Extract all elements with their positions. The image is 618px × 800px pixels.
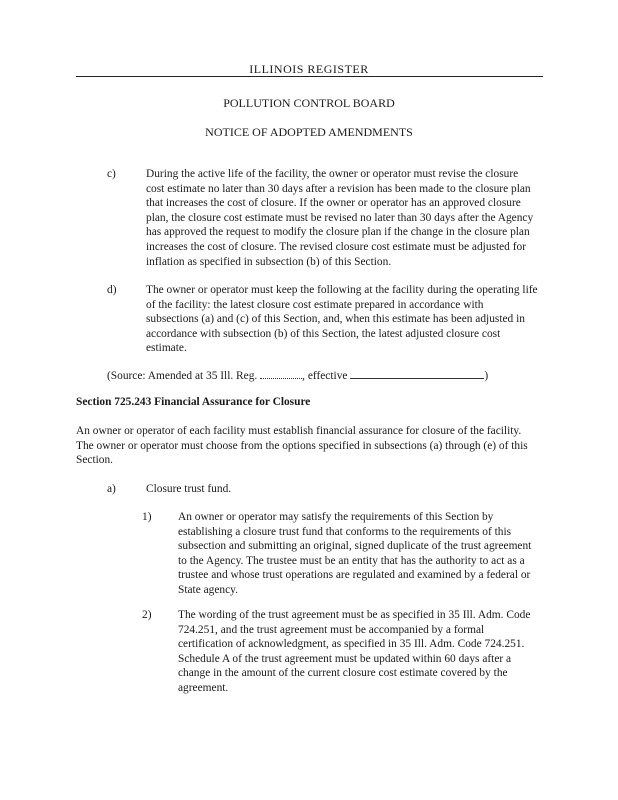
section-intro: An owner or operator of each facility must establish financial assurance for closure of the facility. The owner or operator must choose from the options specified in subsections (a) through (e) of this Section. xyxy=(76,425,528,467)
subsection-a-title: Closure trust fund. xyxy=(146,483,232,495)
item-1-label: 1) xyxy=(142,511,152,523)
subsection-a-label: a) xyxy=(107,483,116,495)
subsection-c-text: During the active life of the facility, the owner or operator must revise the closure cost estimate no later than 30 days after a revision has been made to the closure plan that increases the cost of closure. If the owner or operator has an approved closure plan, the closure cost estimate must be revised no later than 30 days after the Agency has approved the request to modify the closure plan if the change in the closure plan increases the cost of closure. The revised closure cost estimate must be adjusted for inflation as specified in subsection (b) of this Section. xyxy=(146,168,534,268)
item-1-text: An owner or operator may satisfy the requirements of this Section by establishing a closure trust fund that conforms to the requirements of this subsection and submitting an original, signed duplicate of the trust agreement to the Agency. The trustee must be an entity that has the authority to act as a trustee and whose trust operations are regulated and examined by a federal or State agency. xyxy=(178,511,532,596)
source-note xyxy=(107,368,527,384)
source-middle: , effective xyxy=(302,370,348,382)
effective-date-blank xyxy=(350,368,484,379)
item-2-label: 2) xyxy=(142,609,152,621)
notice-title: NOTICE OF ADOPTED AMENDMENTS xyxy=(205,125,413,139)
section-heading: Section 725.243 Financial Assurance for Closure xyxy=(76,396,311,408)
item-2-text: The wording of the trust agreement must be as specified in 35 Ill. Adm. Code 724.251, and the trust agreement must be accompanied by a formal certification of acknowledgment, as specified in 35 Ill. Adm. Code 724.251. Schedule A of the trust agreement must be updated within 60 days after a change in the amount of the current closure cost estimate covered by the agreement. xyxy=(178,609,531,694)
register-title xyxy=(0,62,618,77)
register-title-text: ILLINOIS REGISTER xyxy=(243,62,375,76)
subsection-d-label: d) xyxy=(107,284,117,296)
board-title: POLLUTION CONTROL BOARD xyxy=(223,96,395,110)
subsection-c-label: c) xyxy=(107,168,116,180)
register-blank xyxy=(260,368,302,379)
source-suffix: ) xyxy=(484,370,489,382)
subsection-d-text: The owner or operator must keep the following at the facility during the operating life of the facility: the latest closure cost estimate prepared in accordance with subsections (a) and (c) of this Section, and, when this estimate has been adjusted in accordance with subsection (b) of this Section, the latest adjusted closure cost estimate. xyxy=(146,284,538,355)
source-prefix: (Source: Amended at 35 Ill. Reg. xyxy=(107,370,258,382)
